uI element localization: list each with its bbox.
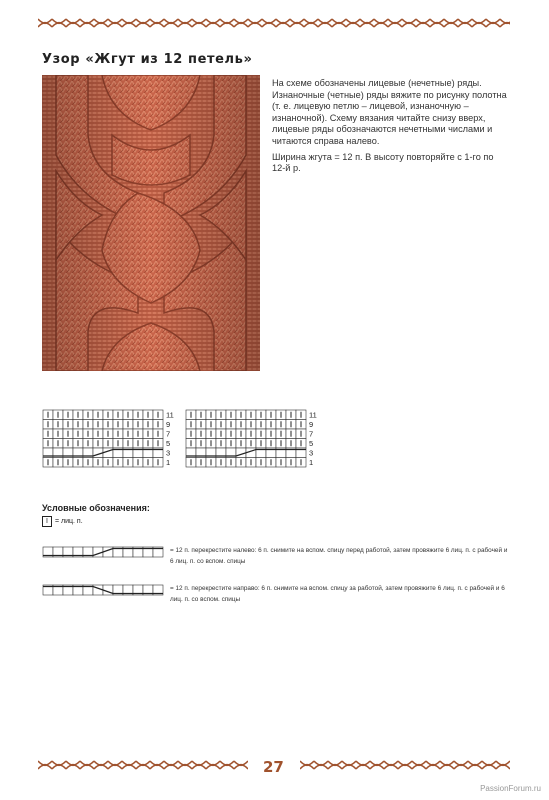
page-title: Узор «Жгут из 12 петель» <box>42 52 253 67</box>
row-number-label: 3 <box>309 448 314 458</box>
row-number-label: 11 <box>309 410 317 420</box>
row-number-label: 1 <box>166 458 171 467</box>
knit-symbol: I <box>42 516 52 527</box>
row-number-label: 11 <box>166 410 174 420</box>
knit-label: = лиц. п. <box>55 518 83 525</box>
description-paragraph-1: На схеме обозначены лицевые (нечетные) ряды. Изнаночные (четные) ряды вяжите по рисунку полотна (т. е. лицевую петлю – лицевой, изнаночную – изнаночной). Схему вязания читайте снизу вверх, лицевые ряды обозначаются нечетными числами и читаются справа налево. <box>272 78 507 146</box>
row-number-label: 9 <box>309 420 314 429</box>
knitting-sample-photo <box>42 75 260 371</box>
row-number-label: 7 <box>166 429 171 439</box>
legend-cross-left <box>42 546 512 568</box>
row-number-label: 5 <box>309 439 314 448</box>
stitch-chart-2 <box>185 408 321 470</box>
row-number-label: 3 <box>166 448 171 458</box>
cross-left-symbol <box>42 546 166 558</box>
row-number-label: 7 <box>309 429 314 439</box>
row-number-label: 5 <box>166 439 171 448</box>
cross-right-symbol <box>42 584 166 596</box>
description-paragraph-2: Ширина жгута = 12 п. В высоту повторяйте с 1-го по 12-й р. <box>272 151 494 174</box>
ornament-border-bottom-right <box>300 758 510 772</box>
row-number-label: 9 <box>166 420 171 429</box>
pattern-description <box>272 78 508 179</box>
ornament-border-bottom-left <box>38 758 248 772</box>
row-number-label: 1 <box>309 458 314 467</box>
cross-left-label: = 12 п. перекрестите налево: 6 п. снимите на вспом. спицу перед работой, затем провяжите 6 лиц. п. с рабочей и 6 лиц. п. со вспом. спицы <box>170 547 508 565</box>
legend-title: Условные обозначения: <box>42 503 150 513</box>
watermark: PassionForum.ru <box>480 784 541 793</box>
legend-cross-right <box>42 584 512 606</box>
cross-right-label: = 12 п. перекрестите направо: 6 п. снимите на вспом. спицу за работой, затем провяжите 6 лиц. п. с рабочей и 6 лиц. п. со вспом. спицы <box>170 585 505 603</box>
page-number: 27 <box>263 758 284 776</box>
legend-knit <box>42 516 83 527</box>
ornament-border-top <box>38 16 510 30</box>
stitch-chart-1 <box>42 408 178 470</box>
